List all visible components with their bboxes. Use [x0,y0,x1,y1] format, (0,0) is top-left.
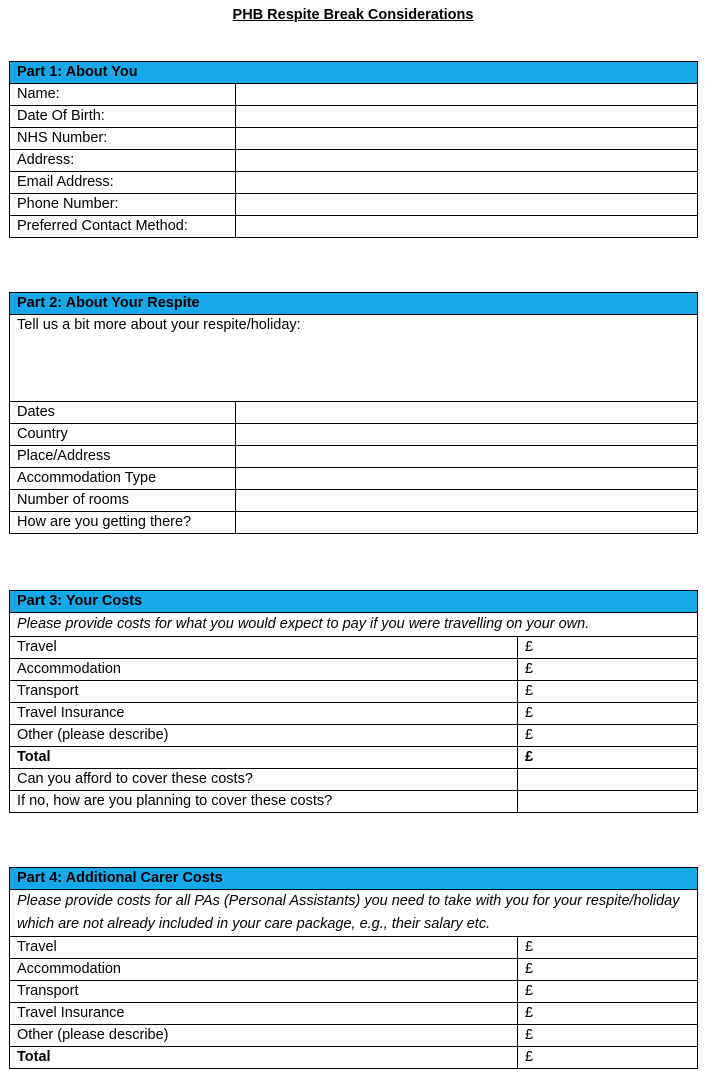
place-label: Place/Address [10,446,236,468]
country-field[interactable] [236,424,698,446]
cost-label-insurance: Travel Insurance [10,703,518,725]
part3-note: Please provide costs for what you would expect to pay if you were travelling on your own. [10,613,698,637]
part3-table [9,590,698,813]
name-label: Name: [10,84,236,106]
contact-method-field[interactable] [236,216,698,238]
accommodation-type-field[interactable] [236,468,698,490]
cost-label-other: Other (please describe) [10,725,518,747]
carer-cost-field-total[interactable]: £ [518,1047,698,1069]
name-field[interactable] [236,84,698,106]
transport-method-field[interactable] [236,512,698,534]
document-title: PHB Respite Break Considerations [232,7,474,23]
part4-header: Part 4: Additional Carer Costs [10,868,698,890]
email-field[interactable] [236,172,698,194]
accommodation-type-label: Accommodation Type [10,468,236,490]
nhs-number-field[interactable] [236,128,698,150]
cost-field-total[interactable]: £ [518,747,698,769]
cost-label-total: Total [10,747,518,769]
funding-question: If no, how are you planning to cover these costs? [10,791,518,813]
carer-cost-label-total: Total [10,1047,518,1069]
carer-cost-label-transport: Transport [10,981,518,1003]
country-label: Country [10,424,236,446]
address-label: Address: [10,150,236,172]
transport-method-label: How are you getting there? [10,512,236,534]
part2-table [9,292,698,534]
rooms-field[interactable] [236,490,698,512]
carer-cost-label-insurance: Travel Insurance [10,1003,518,1025]
place-field[interactable] [236,446,698,468]
funding-answer-field[interactable] [518,791,698,813]
nhs-number-label: NHS Number: [10,128,236,150]
dob-label: Date Of Birth: [10,106,236,128]
cost-field-insurance[interactable]: £ [518,703,698,725]
cost-label-transport: Transport [10,681,518,703]
cost-field-other[interactable]: £ [518,725,698,747]
part2-header: Part 2: About Your Respite [10,293,698,315]
contact-method-label: Preferred Contact Method: [10,216,236,238]
carer-cost-field-travel[interactable]: £ [518,937,698,959]
phone-label: Phone Number: [10,194,236,216]
email-label: Email Address: [10,172,236,194]
cost-label-accommodation: Accommodation [10,659,518,681]
carer-cost-field-other[interactable]: £ [518,1025,698,1047]
part3-header: Part 3: Your Costs [10,591,698,613]
phone-field[interactable] [236,194,698,216]
rooms-label: Number of rooms [10,490,236,512]
dates-label: Dates [10,402,236,424]
part1-header: Part 1: About You [10,62,698,84]
carer-cost-field-transport[interactable]: £ [518,981,698,1003]
part1-table [9,61,698,238]
afford-question: Can you afford to cover these costs? [10,769,518,791]
address-field[interactable] [236,150,698,172]
cost-label-travel: Travel [10,637,518,659]
part4-note: Please provide costs for all PAs (Personal Assistants) you need to take with you for your respite/holiday which are not already included in your care package, e.g., their salary etc. [10,890,698,937]
cost-field-travel[interactable]: £ [518,637,698,659]
carer-cost-field-accommodation[interactable]: £ [518,959,698,981]
dates-field[interactable] [236,402,698,424]
part4-table [9,867,698,1069]
dob-field[interactable] [236,106,698,128]
carer-cost-label-travel: Travel [10,937,518,959]
cost-field-transport[interactable]: £ [518,681,698,703]
cost-field-accommodation[interactable]: £ [518,659,698,681]
respite-description-prompt: Tell us a bit more about your respite/holiday: [17,317,301,333]
carer-cost-label-other: Other (please describe) [10,1025,518,1047]
respite-description-field[interactable] [10,315,698,402]
carer-cost-field-insurance[interactable]: £ [518,1003,698,1025]
afford-answer-field[interactable] [518,769,698,791]
carer-cost-label-accommodation: Accommodation [10,959,518,981]
